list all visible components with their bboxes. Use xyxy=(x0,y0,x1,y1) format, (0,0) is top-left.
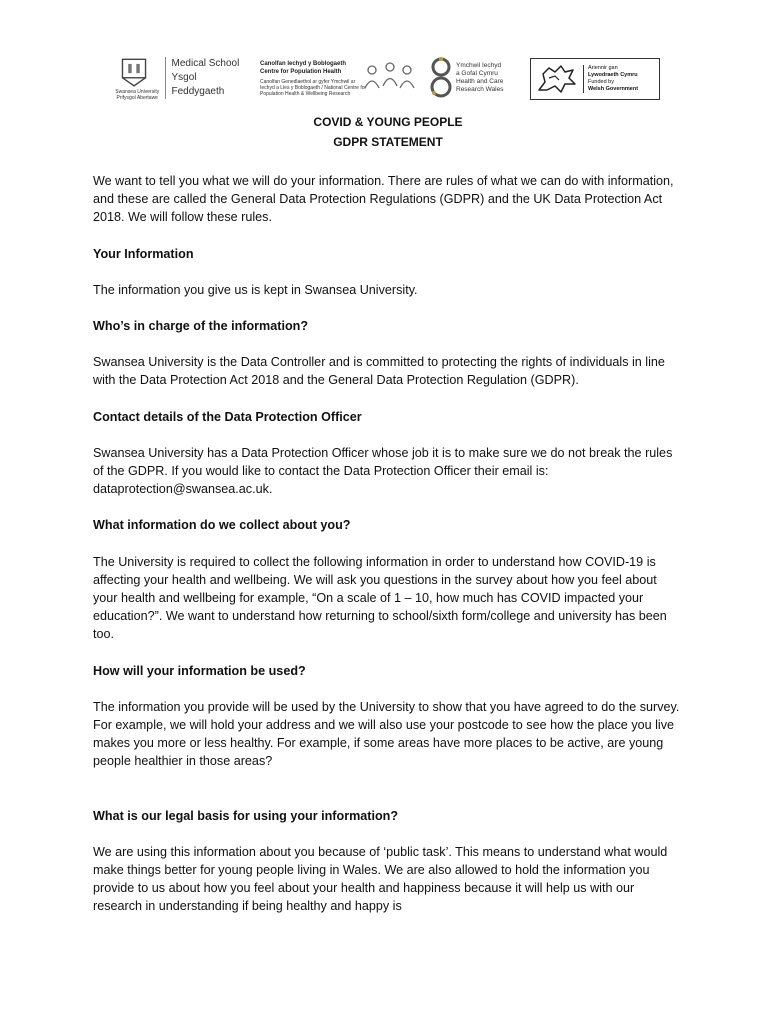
section-heading: What is our legal basis for using your information? xyxy=(93,808,399,823)
people-group-icon xyxy=(362,60,418,92)
section-heading: How will your information be used? xyxy=(93,663,306,678)
cph-sub-label: Canolfan Genedlaethol ar gyfer Ymchwil ar Iechyd a Lles y Boblogaeth / National Centre for Population Health & Wellbeing Research xyxy=(260,78,367,97)
intro-paragraph: We want to tell you what we will do your information. There are rules of what we can do with information, and these are called the General Data Protection Regulations (GDPR) and the UK Data Protection Act 2018. We will follow these rules. xyxy=(93,174,674,225)
cph-welsh-label: Canolfan Iechyd y Boblogaeth xyxy=(260,60,347,67)
section-body: Swansea University has a Data Protection Officer whose job it is to make sure we do not break the rules of the GDPR. If you would like to contact the Data Protection Officer their email is: dataprotection@swansea.ac.uk. xyxy=(93,445,673,497)
section-heading: Your Information xyxy=(93,246,194,261)
wg-line-1: Ariennir gan xyxy=(588,65,618,71)
wg-line-3: Funded by xyxy=(588,79,614,85)
hcrw-line-3: Health and Care xyxy=(456,78,504,85)
cph-english-label: Centre for Population Health xyxy=(260,68,342,75)
health-care-research-wales-logo xyxy=(430,50,520,106)
section-heading: Contact details of the Data Protection Officer xyxy=(93,409,362,424)
medical-school-logo xyxy=(110,50,250,106)
hcrw-line-4: Research Wales xyxy=(456,86,504,93)
population-health-logo xyxy=(260,50,420,106)
section-body: Swansea University is the Data Controller and is committed to protecting the rights of individuals in line with the Data Protection Act 2018 and the General Data Protection Regulation (GDPR). xyxy=(93,355,665,388)
welsh-government-logo xyxy=(530,58,660,100)
medical-school-label: Medical School xyxy=(171,58,240,69)
section-heading: Who’s in charge of the information? xyxy=(93,319,309,334)
wg-line-4: Welsh Government xyxy=(588,86,639,92)
document-title: COVID & YOUNG PEOPLE xyxy=(313,115,463,129)
dragon-icon xyxy=(535,62,579,96)
document-body xyxy=(93,112,683,916)
hcrw-line-1: Ymchwil Iechyd xyxy=(456,62,502,69)
wg-line-2: Lywodraeth Cymru xyxy=(588,72,638,78)
section-heading: What information do we collect about you? xyxy=(93,518,351,533)
ysgol-feddygaeth-label: Ysgol Feddygaeth xyxy=(171,72,225,97)
swansea-university-label: Swansea University xyxy=(115,89,160,95)
section-body: The information you give us is kept in Swansea University. xyxy=(93,282,418,297)
section-body: The University is required to collect the following information in order to understand how COVID-19 is affecting your health and wellbeing. We will ask you questions in the survey about how you feel about your health and wellbeing for example, “On a scale of 1 – 10, how much has COVID impacted your education?”. We want to understand how returning to school/sixth form/college and university has been too. xyxy=(93,554,667,642)
section-body: We are using this information about you because of ‘public task’. This means to understand what would make things better for young people living in Wales. We are also allowed to hold the information you provide to us about how you feel about your health and happiness because it will help us with our research in understanding if being healthy and happy is xyxy=(93,844,668,914)
logo-strip xyxy=(110,50,660,112)
hcrw-line-2: a Gofal Cymru xyxy=(456,70,498,77)
prifysgol-abertawe-label: Prifysgol Abertawe xyxy=(116,95,158,101)
document-subtitle: GDPR STATEMENT xyxy=(333,135,443,149)
section-body: The information you provide will be used by the University to show that you have agreed to do the survey. For example, we will hold your address and we will also use your postcode to see how the place you live makes you more or less healthy. For example, if some areas have more places to be active, are young people healthier in those areas? xyxy=(93,699,680,769)
swansea-crest-icon xyxy=(119,55,149,89)
figure-eight-icon xyxy=(430,53,452,103)
